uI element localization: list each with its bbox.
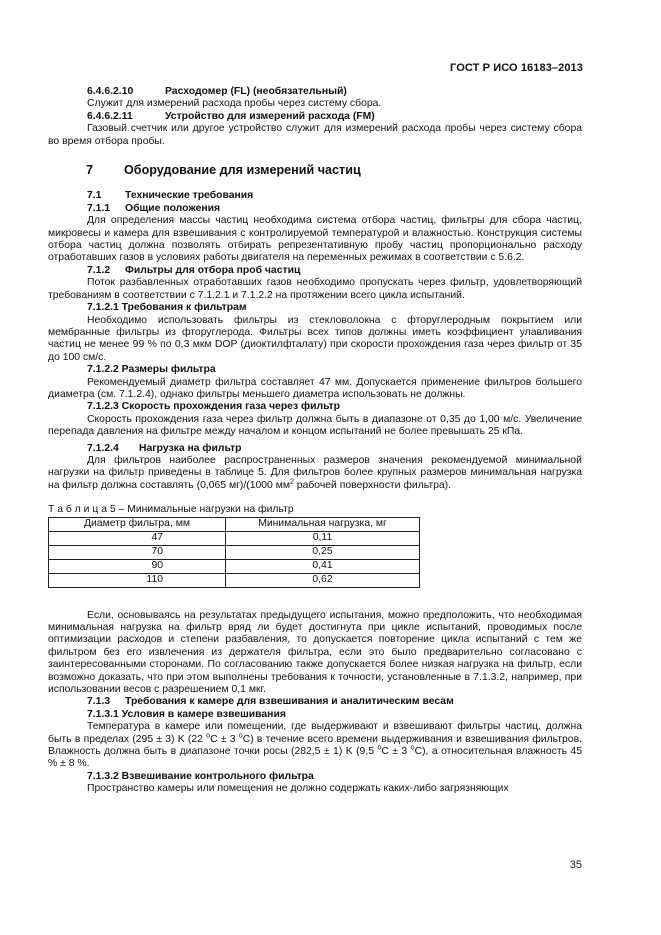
heading-number: 7.1.2 — [87, 264, 111, 276]
table-cell: 0,25 — [226, 545, 420, 559]
heading-number: 7.1.2.1 — [87, 302, 119, 314]
paragraph: Служит для измерений расхода пробы через систему сбора. — [87, 98, 382, 110]
heading-7-1-2-1 — [48, 302, 582, 314]
heading-title: Технические требования — [125, 190, 254, 202]
heading-number: 7.1.3.1 — [87, 708, 119, 720]
heading-title: Требования к камере для взвешивания и аналитическим весам — [125, 696, 454, 708]
table-row — [49, 559, 420, 573]
paragraph: Необходимо использовать фильтры из стекловолокна с фторуглеродным покрытием или мембранные фильтры из фторуглерода. Фильтры всех типов должны иметь коэффициент улавливания частиц не менее 99 % по 0,3 мкм DOP (диоктилфталату) при скорости прохождения газа через фильтр от 35 до 100 см/с. — [48, 314, 582, 363]
table-5 — [48, 517, 420, 588]
heading-7-1 — [48, 190, 582, 202]
heading-6-4-6-2-11 — [48, 111, 582, 123]
standard-header: ГОСТ Р ИСО 16183–2013 — [450, 62, 583, 74]
text-run: С ± 3 — [381, 746, 411, 758]
text-run: С) в течение всего времени выдерживания и взвешивания фильтров. Влажность должна быть в диапазоне точки росы (282,5 ± 1) K (9,5 — [48, 733, 582, 758]
paragraph: Рекомендуемый диаметр фильтра составляет 47 мм. Допускается применение фильтров большего диаметра (см. 7.1.2.4), однако фильтры меньшего диаметра использовать не должны. — [48, 376, 582, 400]
table-header-cell: Минимальная нагрузка, мг — [226, 517, 420, 531]
table-header-row — [49, 517, 420, 531]
table-cell: 0,11 — [226, 531, 420, 545]
heading-number: 7.1.1 — [87, 202, 111, 214]
text-run: С), а относительная влажность 45 % ± 8 %. — [48, 746, 582, 770]
heading-7-1-2-4 — [48, 443, 582, 455]
text-run: С ± 3 — [210, 733, 239, 745]
table-caption: Т а б л и ц а 5 – Минимальные нагрузки на фильтр — [48, 504, 294, 516]
paragraph: Если, основываясь на результатах предыдущего испытания, можно предположить, что необходимая минимальная нагрузка на фильтр вряд ли будет достигнута при цикле испытаний, проводимых после оптимизации расходов и степени разбавления, то допускается повторение цикла испытаний с тем же фильтром без его извлечения из держателя фильтра, если это было предварительно согласовано с заинтересованными сторонами. По согласованию также допускается более низкая нагрузка на фильтр, если возможно доказать, что при этом выполнены требования к точности, установленные в 7.1.3.2, например, при использовании весов с разрешением 0,1 мкг. — [48, 609, 582, 696]
heading-title: Взвешивание контрольного фильтра — [121, 770, 314, 782]
heading-7-1-3 — [48, 696, 582, 708]
heading-title: Условия в камере взвешивания — [121, 708, 286, 720]
table-header-cell: Диаметр фильтра, мм — [49, 517, 226, 531]
table-cell: 0,41 — [226, 559, 420, 573]
table-cell: 110 — [49, 573, 226, 587]
paragraph: Для определения массы частиц необходима система отбора частиц, фильтры для сбора частиц, микровесы и камера для взвешивания с контролируемой температурой и влажностью. Конструкция системы отбора частиц должна позволять отбирать репрезентативную пробу частиц пропорционально расходу отработавших газов в условиях работы двигателя на переменных режимах в соответствии с 5.6.2. — [48, 215, 582, 264]
heading-7-1-2 — [48, 265, 582, 277]
paragraph — [48, 455, 582, 492]
degree-sign: о — [238, 732, 243, 740]
heading-number: 7.1.3.2 — [87, 770, 119, 782]
heading-section-7 — [48, 164, 582, 176]
text-run: Температура в камере или помещении, где выдерживают и взвешивают фильтры частиц, должна быть в пределах (295 ± 3) K (22 — [48, 721, 582, 745]
table-cell: 90 — [49, 559, 226, 573]
paragraph: Поток разбавленных отработавших газов необходимо пропускать через фильтр, удовлетворяющий требованиям в соответствии с 7.1.2.1 и 7.1.2.2 на протяжении всего цикла испытаний. — [48, 277, 582, 301]
heading-title: Требования к фильтрам — [121, 302, 247, 314]
text-run: рабочей поверхности фильтра). — [293, 479, 452, 491]
heading-6-4-6-2-10 — [48, 86, 582, 98]
heading-7-1-2-3 — [48, 401, 582, 413]
table-row — [49, 531, 420, 545]
page-content — [48, 86, 582, 796]
heading-number: 6.4.6.2.10 — [87, 86, 134, 97]
heading-number: 7.1.2.4 — [87, 442, 119, 454]
paragraph: Пространство камеры или помещения не должно содержать каких-либо загрязняющих — [87, 783, 509, 795]
section-title: Оборудование для измерений частиц — [124, 163, 361, 178]
heading-7-1-3-1 — [48, 709, 582, 721]
heading-number: 6.4.6.2.11 — [87, 110, 133, 122]
heading-title: Устройство для измерений расхода (FM) — [165, 110, 375, 122]
heading-title: Расходомер (FL) (необязательный) — [165, 86, 347, 97]
heading-number: 7.1.3 — [87, 696, 111, 708]
heading-title: Нагрузка на фильтр — [139, 442, 242, 454]
heading-7-1-2-2 — [48, 364, 582, 376]
table-cell: 70 — [49, 545, 226, 559]
heading-title: Фильтры для отбора проб частиц — [125, 264, 301, 276]
heading-7-1-1 — [48, 203, 582, 215]
heading-number: 7.1 — [87, 190, 102, 202]
table-row — [49, 545, 420, 559]
heading-title: Скорость прохождения газа через фильтр — [121, 401, 340, 413]
heading-number: 7.1.2.3 — [87, 401, 119, 413]
section-number: 7 — [86, 163, 94, 178]
table-cell: 47 — [49, 531, 226, 545]
degree-sign: о — [206, 732, 211, 740]
heading-number: 7.1.2.2 — [87, 364, 119, 376]
heading-title: Размеры фильтра — [121, 364, 216, 376]
degree-sign: о — [410, 744, 415, 752]
superscript: 2 — [290, 478, 294, 486]
heading-title: Общие положения — [125, 202, 221, 214]
paragraph: Газовый счетчик или другое устройство служит для измерений расхода пробы через систему сбора во время отбора пробы. — [48, 123, 582, 147]
paragraph: Скорость прохождения газа через фильтр должна быть в диапазоне от 0,35 до 1,00 м/с. Увеличение перепада давления на фильтре между началом и концом испытаний не более превышать 25 кПа. — [48, 413, 582, 438]
table-cell: 0,62 — [226, 573, 420, 587]
heading-7-1-3-2 — [48, 771, 582, 783]
table-row — [49, 573, 420, 587]
paragraph — [48, 721, 582, 771]
degree-sign: о — [377, 744, 382, 752]
text-run: Для фильтров наиболее распространенных размеров значения рекомендуемой минимальной нагрузки на фильтр приведены в таблице 5. Для фильтров более крупных размеров минимальная нагрузка на фильтр должна составлять (0,065 мг)/(1000 мм — [48, 454, 582, 491]
page-number: 35 — [569, 859, 582, 871]
